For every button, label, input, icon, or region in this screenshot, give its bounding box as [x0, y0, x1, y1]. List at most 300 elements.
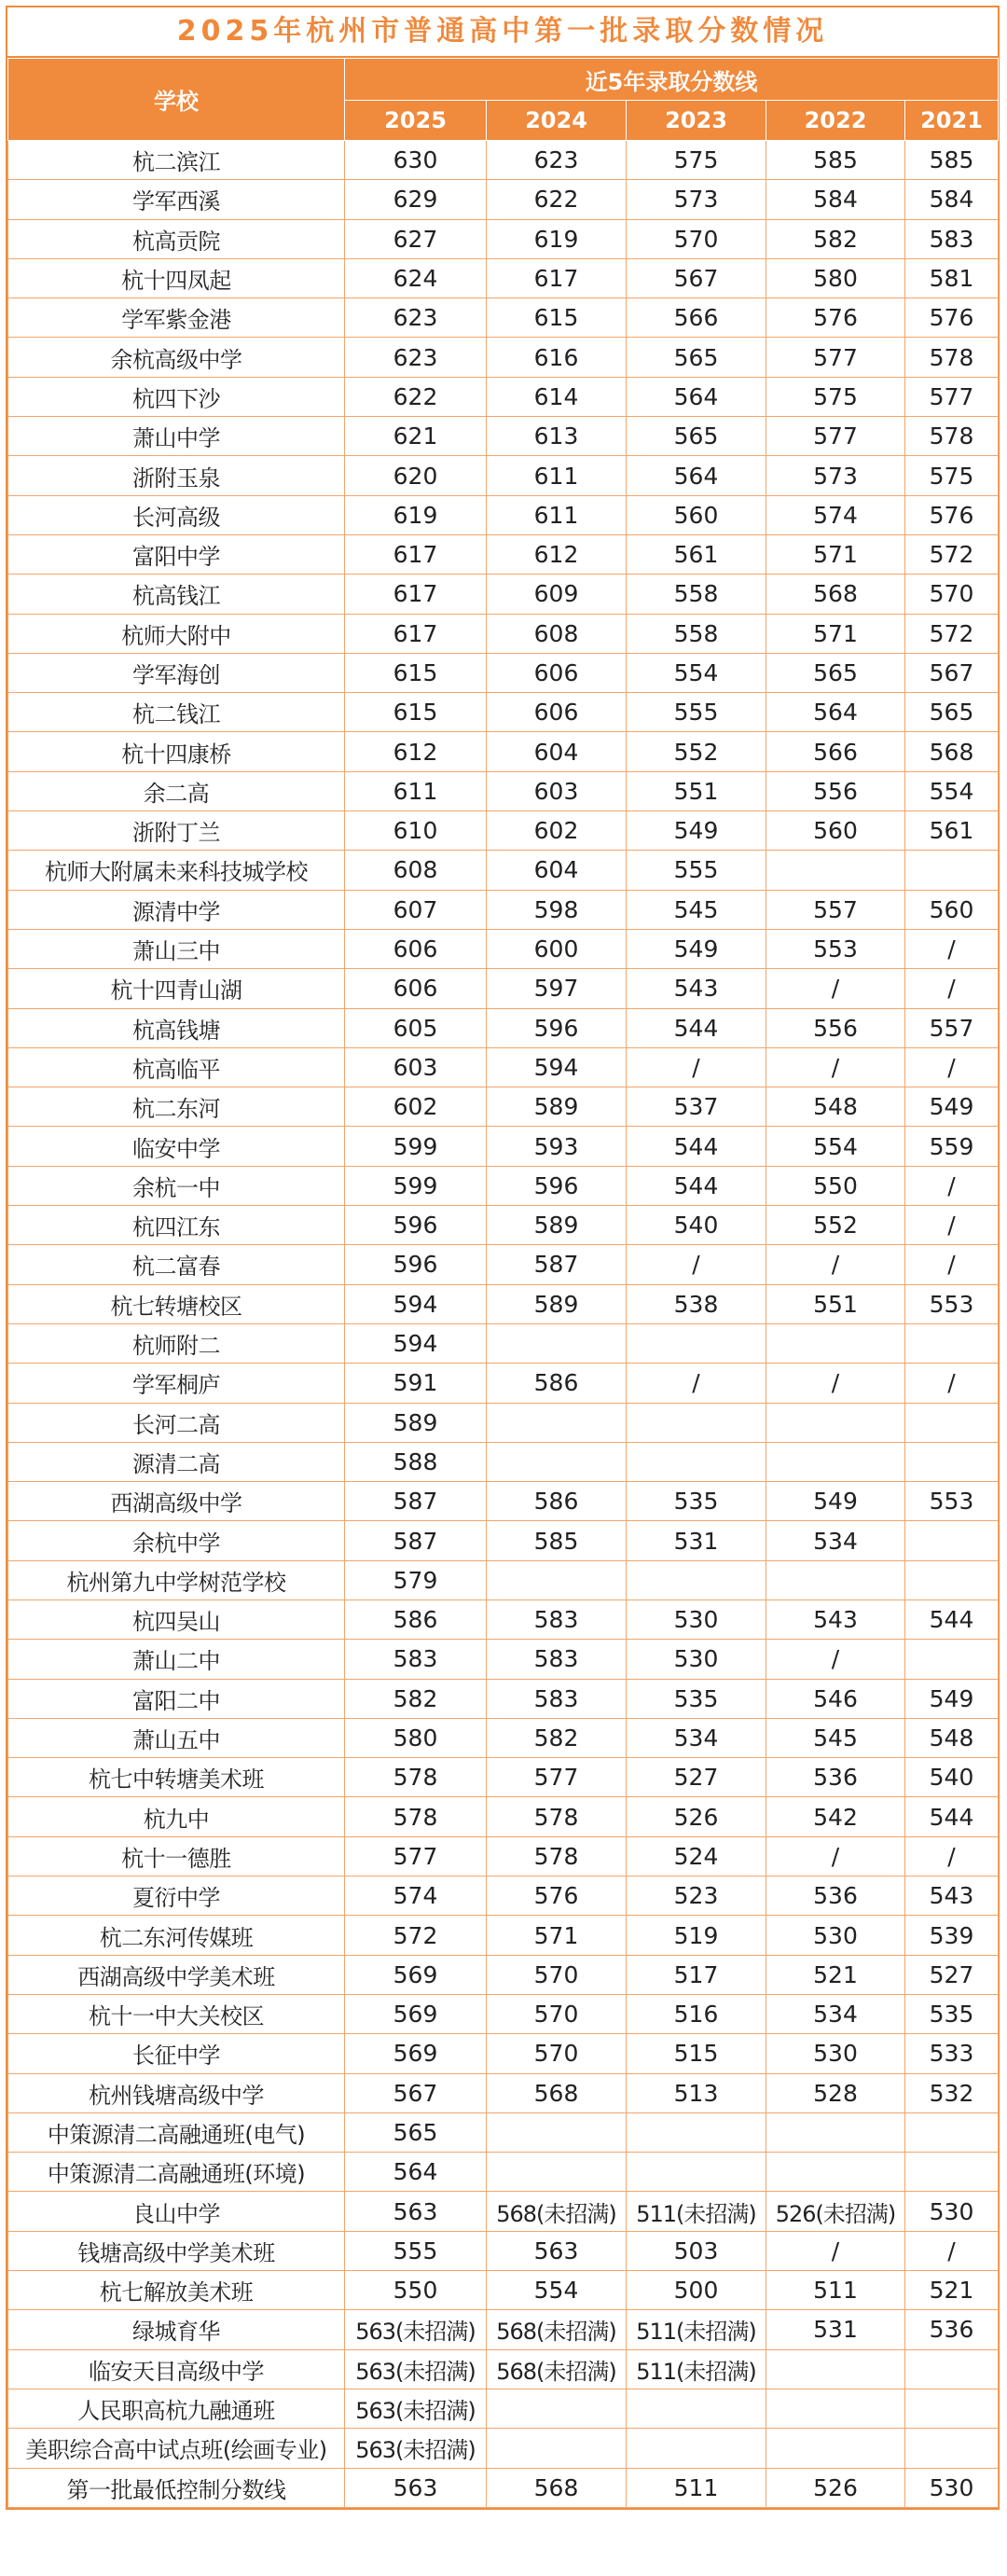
- score-cell: 554: [487, 2271, 627, 2310]
- table-row: [8, 2073, 999, 2112]
- score-cell: 564: [345, 2153, 487, 2192]
- score-cell: 611: [487, 495, 627, 534]
- score-cell: 549: [627, 929, 766, 968]
- score-cell: 611: [345, 771, 487, 810]
- score-cell: 560: [627, 495, 766, 534]
- score-cell: 530: [627, 1640, 766, 1679]
- table-row: [8, 1600, 999, 1639]
- score-cell: 573: [627, 180, 766, 219]
- score-cell: 580: [766, 258, 905, 298]
- score-cell: [905, 2349, 999, 2389]
- table-row: [8, 969, 999, 1008]
- score-cell: 556: [766, 1008, 905, 1047]
- school-name-cell: 学军桐庐: [8, 1364, 345, 1403]
- school-name-cell: 浙附玉泉: [8, 456, 345, 495]
- table-row: [8, 1836, 999, 1876]
- score-cell: 569: [345, 1994, 487, 2033]
- school-name-cell: 富阳中学: [8, 534, 345, 574]
- score-cell: 558: [627, 575, 766, 614]
- score-cell: 585: [766, 141, 905, 180]
- score-cell: 575: [905, 456, 999, 495]
- score-cell: [905, 1640, 999, 1679]
- score-cell: 584: [766, 180, 905, 219]
- score-cell: 544: [627, 1166, 766, 1205]
- score-cell: 530: [905, 2192, 999, 2231]
- score-cell: 537: [627, 1087, 766, 1127]
- table-row: [8, 811, 999, 851]
- score-cell: 589: [487, 1087, 627, 1127]
- school-name-cell: 杭十四青山湖: [8, 969, 345, 1008]
- school-name-cell: 中策源清二高融通班(电气): [8, 2112, 345, 2152]
- score-cell: 582: [766, 219, 905, 258]
- score-cell: 561: [905, 811, 999, 851]
- score-cell: 530: [766, 1916, 905, 1955]
- score-cell: 587: [345, 1482, 487, 1521]
- score-cell: 616: [487, 338, 627, 377]
- score-cell: 596: [345, 1245, 487, 1284]
- score-cell: 540: [627, 1206, 766, 1245]
- table-row: [8, 693, 999, 732]
- score-cell: [627, 2153, 766, 2192]
- school-name-cell: 杭十一中大关校区: [8, 1994, 345, 2033]
- school-name-cell: 杭十一德胜: [8, 1836, 345, 1876]
- score-cell: 544: [627, 1127, 766, 1166]
- table-row: [8, 1482, 999, 1521]
- score-cell: 534: [766, 1994, 905, 2033]
- score-cell: /: [905, 1836, 999, 1876]
- score-cell: 563: [345, 2192, 487, 2231]
- score-cell: 620: [345, 456, 487, 495]
- school-name-cell: 杭四江东: [8, 1206, 345, 1245]
- table-row: [8, 1284, 999, 1323]
- score-cell: 583: [905, 219, 999, 258]
- score-cell: 565: [627, 338, 766, 377]
- table-row: [8, 2389, 999, 2428]
- table-row: [8, 1403, 999, 1442]
- score-cell: 560: [905, 890, 999, 929]
- score-cell: /: [905, 1206, 999, 1245]
- table-row: [8, 1521, 999, 1560]
- score-cell: [766, 2389, 905, 2428]
- score-cell: 604: [487, 851, 627, 890]
- score-cell: 565: [905, 693, 999, 732]
- score-cell: 567: [905, 653, 999, 692]
- school-name-cell: 美职综合高中试点班(绘画专业): [8, 2429, 345, 2468]
- score-cell: 521: [766, 1955, 905, 1994]
- score-cell: 519: [627, 1916, 766, 1955]
- school-name-cell: 萧山五中: [8, 1718, 345, 1757]
- table-row: [8, 456, 999, 495]
- score-cell: 555: [345, 2231, 487, 2270]
- score-cell: 527: [627, 1758, 766, 1797]
- score-cell: 536: [905, 2310, 999, 2349]
- score-cell: 511(未招满): [627, 2192, 766, 2231]
- school-name-cell: 杭二钱江: [8, 693, 345, 732]
- score-cell: 574: [766, 495, 905, 534]
- score-cell: 573: [766, 456, 905, 495]
- table-row: [8, 2034, 999, 2073]
- score-cell: 581: [905, 258, 999, 298]
- score-cell: 544: [627, 1008, 766, 1047]
- score-cell: 511: [627, 2468, 766, 2507]
- score-cell: [905, 2389, 999, 2428]
- score-cell: [627, 2429, 766, 2468]
- score-cell: 553: [905, 1284, 999, 1323]
- score-cell: 608: [345, 851, 487, 890]
- score-cell: 578: [905, 417, 999, 456]
- score-cell: 623: [345, 338, 487, 377]
- score-cell: [905, 1403, 999, 1442]
- score-cell: 552: [627, 732, 766, 771]
- score-cell: /: [905, 1245, 999, 1284]
- table-row: [8, 851, 999, 890]
- score-cell: 622: [345, 377, 487, 416]
- score-cell: 613: [487, 417, 627, 456]
- table-row: [8, 1718, 999, 1757]
- score-cell: 569: [345, 1955, 487, 1994]
- table-row: [8, 890, 999, 929]
- school-name-cell: 临安中学: [8, 1127, 345, 1166]
- school-name-cell: 杭州钱塘高级中学: [8, 2073, 345, 2112]
- school-name-cell: 西湖高级中学: [8, 1482, 345, 1521]
- table-row: [8, 575, 999, 614]
- school-name-cell: 杭九中: [8, 1797, 345, 1836]
- score-cell: 567: [627, 258, 766, 298]
- score-cell: /: [627, 1245, 766, 1284]
- school-name-cell: 学军紫金港: [8, 298, 345, 338]
- score-cell: [766, 1442, 905, 1481]
- score-cell: [627, 1560, 766, 1600]
- score-cell: 535: [627, 1482, 766, 1521]
- score-cell: 606: [487, 693, 627, 732]
- table-row: [8, 1877, 999, 1916]
- score-cell: 629: [345, 180, 487, 219]
- score-cell: /: [627, 1047, 766, 1087]
- table-header: [8, 59, 999, 141]
- score-cell: 531: [627, 1521, 766, 1560]
- table-row: [8, 1797, 999, 1836]
- score-cell: 577: [487, 1758, 627, 1797]
- score-cell: 577: [905, 377, 999, 416]
- score-cell: [905, 1442, 999, 1481]
- score-cell: [905, 1323, 999, 1363]
- score-cell: 539: [905, 1916, 999, 1955]
- school-name-cell: 浙附丁兰: [8, 811, 345, 851]
- score-cell: 630: [345, 141, 487, 180]
- score-cell: 563: [345, 2468, 487, 2507]
- score-cell: 610: [345, 811, 487, 851]
- score-cell: 513: [627, 2073, 766, 2112]
- score-cell: 586: [345, 1600, 487, 1639]
- school-name-cell: 余杭一中: [8, 1166, 345, 1205]
- score-cell: 609: [487, 575, 627, 614]
- score-cell: /: [766, 1640, 905, 1679]
- score-cell: 543: [627, 969, 766, 1008]
- score-cell: 617: [487, 258, 627, 298]
- school-name-cell: 西湖高级中学美术班: [8, 1955, 345, 1994]
- score-cell: [766, 2429, 905, 2468]
- score-cell: [905, 1521, 999, 1560]
- table-row: [8, 1758, 999, 1797]
- score-cell: 503: [627, 2231, 766, 2270]
- score-cell: 511: [766, 2271, 905, 2310]
- score-cell: 617: [345, 534, 487, 574]
- score-cell: 597: [487, 969, 627, 1008]
- table-row: [8, 1047, 999, 1087]
- table-row: [8, 2153, 999, 2192]
- score-cell: /: [766, 1364, 905, 1403]
- score-cell: 565: [627, 417, 766, 456]
- score-cell: [766, 851, 905, 890]
- table-row: [8, 338, 999, 377]
- school-name-cell: 杭高临平: [8, 1047, 345, 1087]
- score-cell: 565: [345, 2112, 487, 2152]
- school-name-cell: 长征中学: [8, 2034, 345, 2073]
- school-name-cell: 杭七中转塘美术班: [8, 1758, 345, 1797]
- score-cell: 551: [766, 1284, 905, 1323]
- score-cell: 593: [487, 1127, 627, 1166]
- table-row: [8, 2112, 999, 2152]
- school-name-cell: 杭二东河传媒班: [8, 1916, 345, 1955]
- school-name-cell: 源清中学: [8, 890, 345, 929]
- score-cell: 517: [627, 1955, 766, 1994]
- score-cell: 614: [487, 377, 627, 416]
- score-cell: 521: [905, 2271, 999, 2310]
- score-cell: 553: [905, 1482, 999, 1521]
- score-cell: 555: [627, 851, 766, 890]
- score-cell: 563(未招满): [345, 2429, 487, 2468]
- score-cell: 554: [766, 1127, 905, 1166]
- score-cell: /: [905, 1364, 999, 1403]
- school-name-cell: 夏衍中学: [8, 1877, 345, 1916]
- school-name-cell: 长河二高: [8, 1403, 345, 1442]
- table-row: [8, 732, 999, 771]
- table-row: [8, 2231, 999, 2270]
- score-cell: 572: [905, 534, 999, 574]
- score-cell: 548: [905, 1718, 999, 1757]
- score-cell: 572: [345, 1916, 487, 1955]
- score-cell: 555: [627, 693, 766, 732]
- score-cell: 598: [487, 890, 627, 929]
- school-name-cell: 杭高钱塘: [8, 1008, 345, 1047]
- score-cell: /: [627, 1364, 766, 1403]
- table-row: [8, 653, 999, 692]
- school-name-cell: 杭四下沙: [8, 377, 345, 416]
- score-cell: 583: [345, 1640, 487, 1679]
- table-row: [8, 1560, 999, 1600]
- score-cell: 578: [345, 1797, 487, 1836]
- score-cell: 561: [627, 534, 766, 574]
- score-cell: [627, 1403, 766, 1442]
- score-cell: 568: [766, 575, 905, 614]
- year-header: 2024: [487, 101, 627, 141]
- score-cell: 542: [766, 1797, 905, 1836]
- score-cell: 557: [766, 890, 905, 929]
- table-row: [8, 614, 999, 653]
- score-cell: /: [766, 2231, 905, 2270]
- school-name-cell: 杭二东河: [8, 1087, 345, 1127]
- table-row: [8, 298, 999, 338]
- school-name-cell: 学军西溪: [8, 180, 345, 219]
- score-cell: 566: [627, 298, 766, 338]
- score-cell: 617: [345, 614, 487, 653]
- score-cell: 548: [766, 1087, 905, 1127]
- score-cell: [487, 2429, 627, 2468]
- table-row: [8, 534, 999, 574]
- score-cell: 570: [487, 1994, 627, 2033]
- score-cell: 545: [766, 1718, 905, 1757]
- score-cell: 576: [905, 298, 999, 338]
- score-cell: 623: [345, 298, 487, 338]
- score-cell: 608: [487, 614, 627, 653]
- school-name-cell: 杭师大附属未来科技城学校: [8, 851, 345, 890]
- score-cell: 575: [766, 377, 905, 416]
- score-cell: /: [766, 1836, 905, 1876]
- score-cell: 585: [487, 1521, 627, 1560]
- table-row: [8, 377, 999, 416]
- score-cell: 606: [345, 969, 487, 1008]
- score-cell: 530: [905, 2468, 999, 2507]
- score-cell: 500: [627, 2271, 766, 2310]
- score-cell: 568: [487, 2073, 627, 2112]
- score-cell: 619: [487, 219, 627, 258]
- school-name-cell: 人民职高杭九融通班: [8, 2389, 345, 2428]
- score-cell: 575: [627, 141, 766, 180]
- score-cell: 571: [766, 614, 905, 653]
- score-cell: [905, 2153, 999, 2192]
- school-column-header: 学校: [8, 59, 345, 141]
- table-row: [8, 1994, 999, 2033]
- school-name-cell: 临安天目高级中学: [8, 2349, 345, 2389]
- score-cell: 617: [345, 575, 487, 614]
- table-row: [8, 929, 999, 968]
- school-name-cell: 杭高钱江: [8, 575, 345, 614]
- score-cell: 563(未招满): [345, 2349, 487, 2389]
- table-row: [8, 2349, 999, 2389]
- score-cell: 578: [487, 1797, 627, 1836]
- score-cell: 535: [905, 1994, 999, 2033]
- score-cell: 578: [905, 338, 999, 377]
- school-name-cell: 杭七转塘校区: [8, 1284, 345, 1323]
- score-cell: 577: [345, 1836, 487, 1876]
- score-cell: 530: [627, 1600, 766, 1639]
- score-cell: [627, 1323, 766, 1363]
- score-cell: /: [905, 1047, 999, 1087]
- score-cell: /: [766, 969, 905, 1008]
- score-cell: 594: [345, 1284, 487, 1323]
- score-cell: 546: [766, 1679, 905, 1718]
- score-cell: 563(未招满): [345, 2389, 487, 2428]
- score-cell: 543: [766, 1600, 905, 1639]
- score-cell: 515: [627, 2034, 766, 2073]
- score-cell: 527: [905, 1955, 999, 1994]
- table-row: [8, 2271, 999, 2310]
- table-row: [8, 417, 999, 456]
- score-cell: /: [766, 1245, 905, 1284]
- score-cell: 571: [766, 534, 905, 574]
- score-cell: 532: [905, 2073, 999, 2112]
- score-cell: 570: [905, 575, 999, 614]
- school-name-cell: 杭师附二: [8, 1323, 345, 1363]
- school-name-cell: 富阳二中: [8, 1679, 345, 1718]
- score-cell: 572: [905, 614, 999, 653]
- score-cell: [766, 2153, 905, 2192]
- score-cell: 549: [766, 1482, 905, 1521]
- score-cell: 549: [905, 1679, 999, 1718]
- score-cell: 534: [766, 1521, 905, 1560]
- score-cell: 583: [487, 1600, 627, 1639]
- score-cell: 624: [345, 258, 487, 298]
- school-name-cell: 第一批最低控制分数线: [8, 2468, 345, 2507]
- year-header: 2025: [345, 101, 487, 141]
- school-name-cell: 杭师大附中: [8, 614, 345, 653]
- score-cell: [766, 2112, 905, 2152]
- score-cell: 627: [345, 219, 487, 258]
- table-row: [8, 219, 999, 258]
- score-cell: 526: [627, 1797, 766, 1836]
- score-cell: 549: [905, 1087, 999, 1127]
- school-name-cell: 源清二高: [8, 1442, 345, 1481]
- table-row: [8, 1206, 999, 1245]
- score-cell: 570: [487, 1955, 627, 1994]
- year-header: 2022: [766, 101, 905, 141]
- score-cell: 612: [345, 732, 487, 771]
- score-cell: 554: [627, 653, 766, 692]
- score-cell: /: [905, 2231, 999, 2270]
- score-cell: 553: [766, 929, 905, 968]
- school-name-cell: 杭高贡院: [8, 219, 345, 258]
- score-cell: 612: [487, 534, 627, 574]
- score-cell: 549: [627, 811, 766, 851]
- score-cell: 565: [766, 653, 905, 692]
- score-cell: 578: [345, 1758, 487, 1797]
- table-row: [8, 1087, 999, 1127]
- score-group-header: 近5年录取分数线: [345, 59, 999, 101]
- school-name-cell: 杭州第九中学树范学校: [8, 1560, 345, 1600]
- score-cell: 596: [487, 1166, 627, 1205]
- score-cell: 589: [487, 1284, 627, 1323]
- score-cell: 567: [345, 2073, 487, 2112]
- score-cell: 559: [905, 1127, 999, 1166]
- score-cell: 602: [487, 811, 627, 851]
- score-cell: 570: [627, 219, 766, 258]
- score-cell: 568: [905, 732, 999, 771]
- school-name-cell: 萧山二中: [8, 1640, 345, 1679]
- score-cell: 582: [487, 1718, 627, 1757]
- score-cell: /: [766, 1047, 905, 1087]
- table-row: [8, 1916, 999, 1955]
- score-cell: 579: [345, 1560, 487, 1600]
- table-row: [8, 1364, 999, 1403]
- score-cell: 576: [905, 495, 999, 534]
- score-cell: 587: [487, 1245, 627, 1284]
- table-row: [8, 1245, 999, 1284]
- score-cell: 556: [766, 771, 905, 810]
- school-name-cell: 杭十四凤起: [8, 258, 345, 298]
- score-cell: [487, 2389, 627, 2428]
- score-cell: [487, 1560, 627, 1600]
- score-cell: /: [905, 929, 999, 968]
- score-cell: 594: [345, 1323, 487, 1363]
- school-name-cell: 萧山中学: [8, 417, 345, 456]
- score-cell: 564: [766, 693, 905, 732]
- score-cell: 577: [766, 338, 905, 377]
- score-cell: 578: [487, 1836, 627, 1876]
- table-row: [8, 258, 999, 298]
- score-cell: 535: [627, 1679, 766, 1718]
- score-cell: 563: [487, 2231, 627, 2270]
- score-cell: 603: [487, 771, 627, 810]
